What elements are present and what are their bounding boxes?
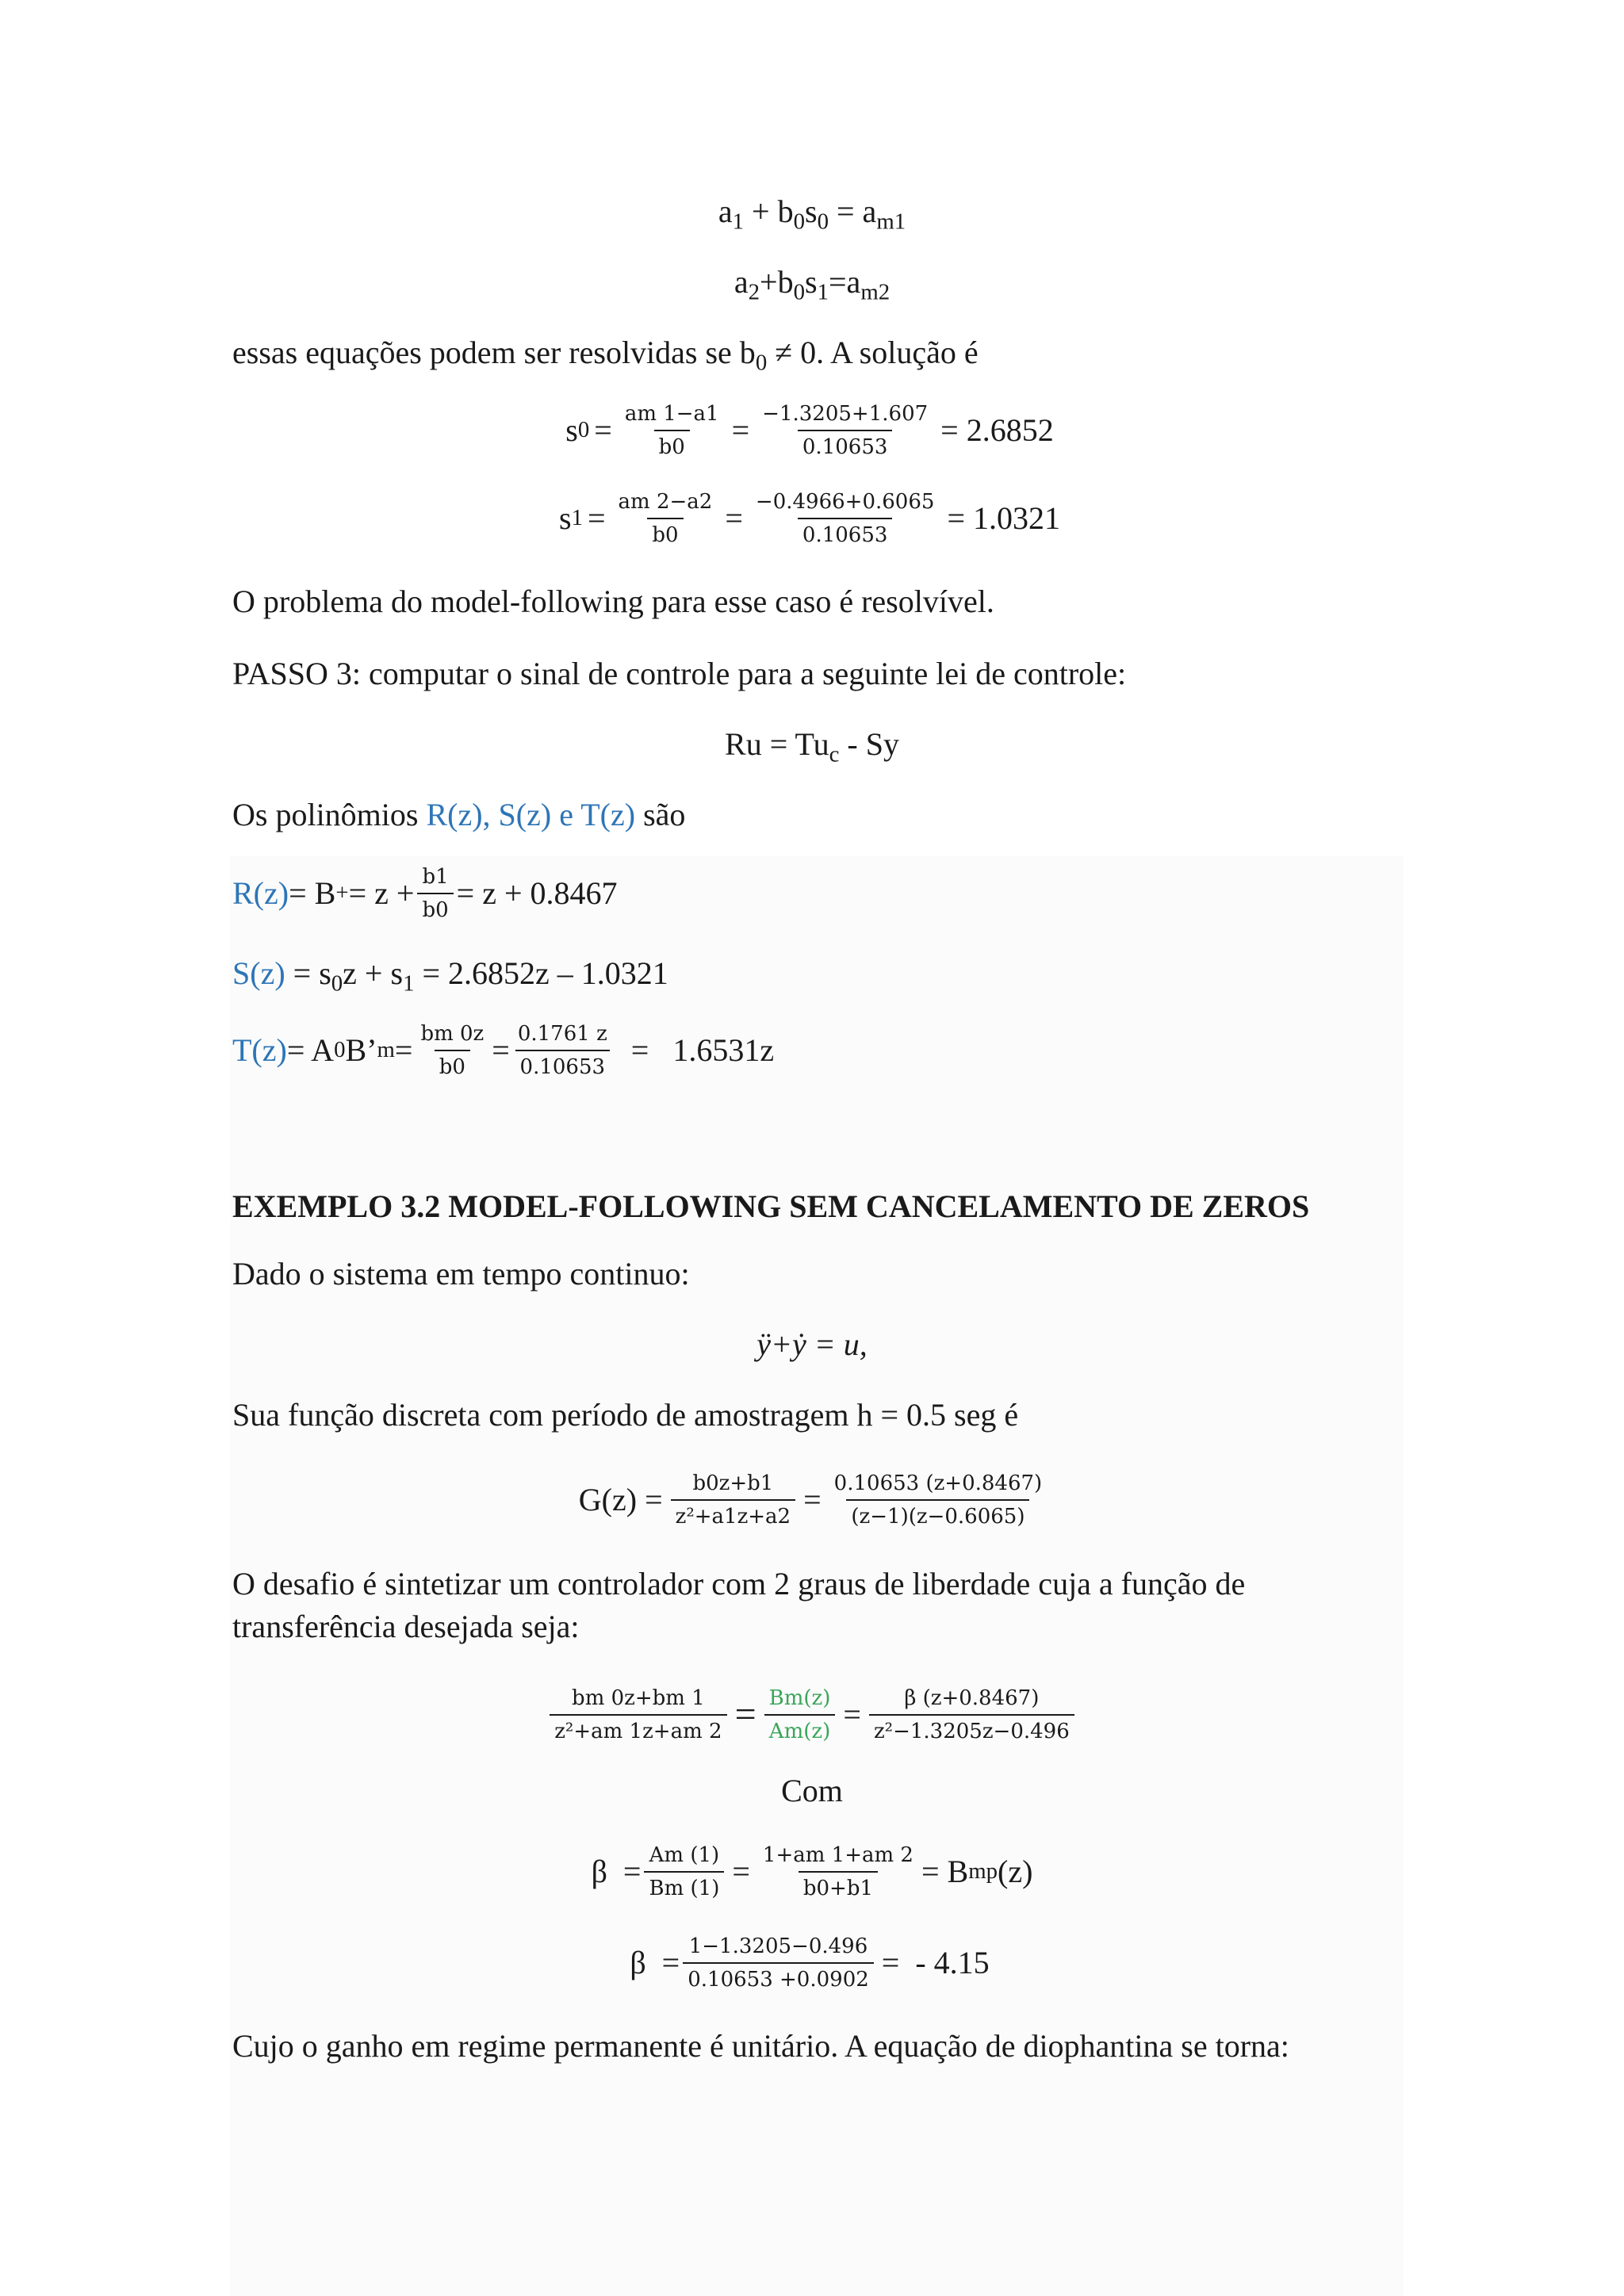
eq-sup: + (335, 880, 349, 906)
equation-Rz (232, 861, 618, 927)
eq-text: a (733, 264, 749, 300)
section-heading: EXEMPLO 3.2 MODEL-FOLLOWING SEM CANCELAMENTO DE ZEROS (232, 1188, 1310, 1224)
eq-text: = (731, 412, 750, 449)
eq-sub: 0 (577, 417, 590, 443)
eq-text: = A (286, 1032, 335, 1069)
text: ≠ 0. A solução é (767, 335, 979, 370)
eq-sub: 0 (817, 209, 829, 235)
fraction (869, 1682, 1074, 1748)
eq-text: = s (285, 955, 331, 991)
text: são (635, 797, 686, 832)
eq-sub: 0 (793, 279, 806, 305)
eq-text: +b (760, 264, 794, 300)
fraction-denominator: b0+b1 (799, 1871, 878, 1904)
fraction (417, 861, 453, 927)
equation-desired-transfer (0, 1677, 1624, 1748)
fraction (416, 1018, 488, 1084)
eq-text: Ru = Tu (725, 726, 829, 762)
eq-text: β = (630, 1945, 680, 1981)
eq-sub: 2 (748, 279, 760, 305)
text: Os polinômios (232, 797, 427, 832)
fraction-denominator: (z−1)(z−0.6065) (846, 1499, 1029, 1533)
eq-text: s (565, 412, 578, 449)
fraction-denominator: b0 (654, 430, 690, 463)
eq-text: = (732, 1854, 750, 1890)
equation-Sz (232, 956, 668, 997)
Sz-label: S(z) (232, 955, 285, 991)
equation-ode: ÿ+ẏ = u, (756, 1326, 868, 1362)
eq-text: = B (921, 1854, 969, 1890)
eq-text: = a (829, 193, 877, 229)
fraction-denominator: 0.10653 (798, 430, 893, 463)
eq-sub: m (377, 1037, 395, 1063)
Tz-label: T(z) (232, 1032, 287, 1069)
equation-a2 (0, 265, 1624, 305)
fraction (757, 398, 933, 464)
fraction-numerator: 1−1.3205−0.496 (688, 1934, 868, 1958)
fraction-numerator: b1 (422, 865, 449, 889)
eq-text: + b (744, 193, 794, 229)
fraction-numerator: b0z+b1 (692, 1471, 774, 1495)
paragraph-challenge-line2: transferência desejada seja: (232, 1609, 580, 1644)
eq-result: = 1.0321 (947, 500, 1060, 537)
fraction-denominator: z²+a1z+a2 (671, 1499, 795, 1533)
fraction-denominator: b0 (417, 893, 453, 926)
Rz-label: R(z) (232, 875, 289, 912)
text: essas equações podem ser resolvidas se b (232, 335, 756, 370)
fraction (644, 1839, 724, 1905)
eq-text: = (843, 1697, 861, 1733)
polynomials-highlight: R(z), S(z) e T(z) (426, 797, 636, 832)
fraction-denominator: 0.10653 +0.0902 (683, 1962, 874, 1996)
eq-text: = (394, 1032, 413, 1069)
fraction (671, 1468, 795, 1533)
fraction (550, 1682, 726, 1748)
eq-text: B’ (345, 1032, 377, 1069)
eq-text: =a (829, 264, 861, 300)
eq-sub: 0 (793, 209, 806, 235)
eq-sub: m2 (860, 279, 891, 305)
eq-sub: m1 (876, 209, 906, 235)
fraction-numerator: −0.4966+0.6065 (755, 490, 935, 514)
paragraph-continuous-system: Dado o sistema em tempo continuo: (232, 1256, 690, 1292)
fraction-numerator: bm 0z (420, 1022, 485, 1046)
eq-text: = B (289, 875, 336, 912)
fraction-denominator: 0.10653 (798, 518, 893, 551)
fraction-numerator: am 2−a2 (618, 490, 713, 514)
eq-result: = 1.6531z (615, 1032, 775, 1069)
fraction-denominator: Am(z) (764, 1714, 835, 1747)
eq-text: β = (591, 1854, 642, 1890)
paragraph-problem-solvable: O problema do model-following para esse caso é resolvível. (232, 584, 994, 619)
text-sub: 0 (755, 350, 768, 376)
fraction-denominator: z²+am 1z+am 2 (550, 1714, 726, 1747)
eq-sub: c (829, 741, 840, 767)
eq-text: s (805, 193, 818, 229)
eq-text: = (492, 1032, 510, 1069)
eq-result: = 2.6852 (940, 412, 1054, 449)
eq-sub: 1 (817, 279, 829, 305)
eq-text: G(z) = (578, 1482, 663, 1518)
equation-Gz (0, 1468, 1624, 1533)
fraction-numerator: Bm(z) (768, 1686, 831, 1710)
eq-text: = z + 0.8467 (456, 875, 618, 912)
fraction-denominator: 0.10653 (515, 1050, 611, 1083)
eq-text: = (734, 1693, 756, 1735)
eq-sub: 0 (331, 970, 343, 997)
eq-sub: 1 (403, 970, 415, 997)
eq-text: = 2.6852z – 1.0321 (414, 955, 668, 991)
paragraph-step3: PASSO 3: computar o sinal de controle para a seguinte lei de controle: (232, 656, 1127, 691)
eq-text: s (559, 500, 572, 537)
eq-text: a (718, 193, 733, 229)
eq-text: - Sy (839, 726, 899, 762)
fraction (683, 1931, 874, 1996)
paragraph-challenge-line1: O desafio é sintetizar um controlador com 2 graus de liberdade cuja a função de (232, 1566, 1246, 1601)
equation-beta-value (0, 1931, 1624, 1996)
eq-text: = z + (348, 875, 415, 912)
eq-text: = (803, 1482, 822, 1518)
fraction (614, 486, 718, 552)
eq-sub: 0 (334, 1037, 346, 1063)
fraction-numerator: am 1−a1 (624, 402, 719, 426)
fraction-numerator: 0.1761 z (517, 1022, 607, 1046)
fraction-denominator: b0 (435, 1050, 470, 1083)
eq-sub: 1 (571, 505, 583, 531)
fraction-denominator: b0 (647, 518, 683, 551)
fraction-numerator: Am (1) (649, 1843, 720, 1867)
eq-sub: 1 (732, 209, 745, 235)
equation-control-law (0, 727, 1624, 767)
eq-text: = (725, 500, 743, 537)
fraction (751, 486, 940, 552)
equation-Tz (232, 1018, 774, 1084)
eq-result: = - 4.15 (881, 1945, 990, 1981)
eq-sub: mp (968, 1858, 998, 1885)
equation-a1 (0, 194, 1624, 235)
fraction-denominator: z²−1.3205z−0.496 (869, 1714, 1074, 1747)
equation-s0 (0, 398, 1624, 464)
fraction (513, 1018, 612, 1084)
equation-beta-definition (0, 1839, 1624, 1905)
fraction-bm-am (764, 1682, 836, 1748)
fraction-numerator: −1.3205+1.607 (762, 402, 929, 426)
paragraph-diophantine: Cujo o ganho em regime permanente é unitário. A equação de diophantina se torna: (232, 2028, 1289, 2064)
eq-text: z + s (343, 955, 404, 991)
paragraph-solvable-condition (232, 335, 979, 376)
fraction-denominator: Bm (1) (644, 1871, 724, 1904)
fraction-numerator: bm 0z+bm 1 (572, 1686, 705, 1710)
eq-text: = (594, 412, 612, 449)
paragraph-polynomials (232, 798, 685, 832)
fraction (620, 398, 724, 464)
fraction-numerator: 1+am 1+am 2 (762, 1843, 914, 1867)
text-com: Com (781, 1773, 843, 1808)
fraction-numerator: β (z+0.8467) (904, 1686, 1040, 1710)
fraction-numerator: 0.10653 (z+0.8467) (833, 1471, 1043, 1495)
eq-text: (z) (998, 1854, 1033, 1890)
eq-text: = (587, 500, 606, 537)
paragraph-discrete-function: Sua função discreta com período de amostragem h = 0.5 seg é (232, 1397, 1019, 1433)
fraction (829, 1468, 1048, 1533)
fraction (758, 1839, 918, 1905)
eq-text: s (805, 264, 818, 300)
equation-s1 (0, 486, 1624, 552)
